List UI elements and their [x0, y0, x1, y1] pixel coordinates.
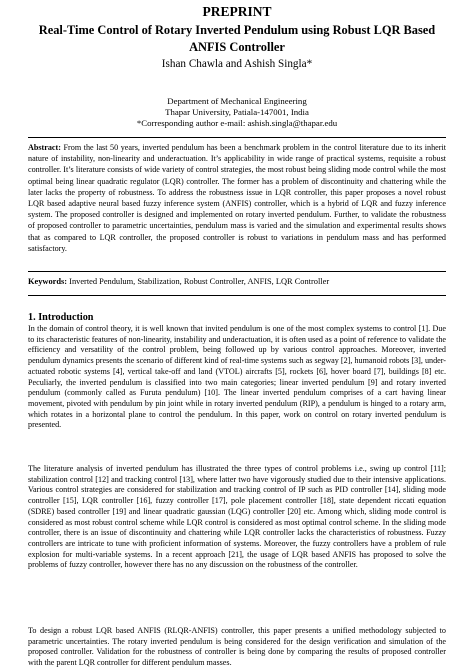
- authors: Ishan Chawla and Ashish Singla*: [161, 58, 313, 70]
- department: Department of Mechanical Engineering: [167, 96, 307, 106]
- intro-paragraph-1: In the domain of control theory, it is well known that invited pendulum is one of the most complex systems to control [1]. Due to its characteristic features of non-linearity, instability and underactuation, it is often used as a point of reference to validate the efficiency and versatility of the control problem, being followed up by various control approaches. Moreover, inverted pendulum dynamics presents the scenario of different kind of real-time systems such as segway [2], humanoid robots [3], under-actuated robotic systems [4], vertical take-off and land (VTOL) aircrafts [5], rockets [6], hover board [7], buildings [8] etc. Peculiarly, the inverted pendulum is classified into two main categories; linear inverted pendulum [9] and rotary inverted pendulum (commonly called as Furuta pendulum) [10]. The linear inverted pendulum comprises of a cart having linear movement, pivoted with pendulum by pin joint while in rotary inverted pendulum (RIP), a pendulum is hinged to a rotary arm, which rotates in a horizontal plane to control the pendulum. In this paper, work on control on rotary inverted pendulum is presented.: [28, 324, 446, 430]
- divider-top: [28, 137, 446, 138]
- divider-bottom: [28, 295, 446, 296]
- keywords: [28, 277, 446, 286]
- intro-paragraph-2: The literature analysis of inverted pendulum has illustrated the three types of control problems i.e., swing up control [11]; stabilization control [12] and tracking control [13], where latter two have vigorously studied due to their intensive applications. Various control strategies are considered for stabilization and tracking control of IP such as PID controller [14], sliding mode controller [15], LQR controller [16], fuzzy controller [17], pole placement controller [18], state dependent riccati equation (SDRE) based controller [19] and linear quadratic gaussian (LQG) controller [20] etc. Among which, sliding mode control is considered as most robust control scheme while LQR control is considered as most optimal control scheme. In the sliding mode controller, there is an issue of discontinuity and chattering while LQR controller lacks the characteristics of robustness. Fuzzy controllers are intricate to tune with proficient information of systems. Moreover, the fuzzy controllers have a problem of rule explosion for multi-variable systems. In a recent approach [21], the usage of LQR based ANFIS has proposed to solve the problems of fuzzy controller, however there has no any discussion on the robustness of the controller.: [28, 464, 446, 570]
- keywords-label: Keywords:: [28, 277, 68, 286]
- intro-paragraph-3: To design a robust LQR based ANFIS (RLQR-ANFIS) controller, this paper presents a unified methodology subjected to parametric uncertainties. The rotary inverted pendulum is being considered for the design verification and simulation of the proposed controller. Validation for the robustness of controller is being done by comparing the results of proposed controller with the parent LQR controller for different pendulum masses.: [28, 626, 446, 668]
- section-heading: 1. Introduction: [28, 312, 94, 323]
- paper-title-line-1: Real-Time Control of Rotary Inverted Pendulum using Robust LQR Based: [38, 23, 436, 37]
- keywords-text: Inverted Pendulum, Stabilization, Robust Controller, ANFIS, LQR Controller: [69, 277, 330, 286]
- corresponding-author: *Corresponding author e-mail: ashish.singla@thapar.edu: [136, 118, 338, 128]
- preprint-label: PREPRINT: [202, 4, 272, 19]
- divider-mid: [28, 271, 446, 272]
- abstract-text: From the last 50 years, inverted pendulum has been a benchmark problem in the control literature due to its inherit nature of instability, non-linearity and underactuation. It’s applicability in wide range of practical systems, requisite a robust controller. It’s literature consists of wide variety of control strategies, the most robust being sliding mode control while the most optimal being linear quadratic regulator (LQR) controller. The former has a problem of discontinuity and chattering while the later lacks the property of robustness. To address the robustness issue in LQR controller, this paper proposes a novel robust LQR based adaptive neural based fuzzy inference system (ANFIS) controller, which is a hybrid of LQR and fuzzy inference system. The proposed controller is designed and implemented on rotary inverted pendulum. Further, to validate the robustness of proposed controller to parametric uncertainties, pendulum mass is varied and the simulation and experimental results shows that as compared to LQR controller, the proposed controller is robust to variations in pendulum mass and has performed satisfactory.: [28, 143, 447, 253]
- university: Thapar University, Patiala-147001, India: [165, 107, 309, 117]
- paper-title: [0, 22, 474, 56]
- paper-title-line-2: ANFIS Controller: [189, 40, 285, 54]
- affiliation: [0, 96, 474, 129]
- abstract: [28, 142, 446, 254]
- abstract-label: Abstract:: [28, 143, 61, 152]
